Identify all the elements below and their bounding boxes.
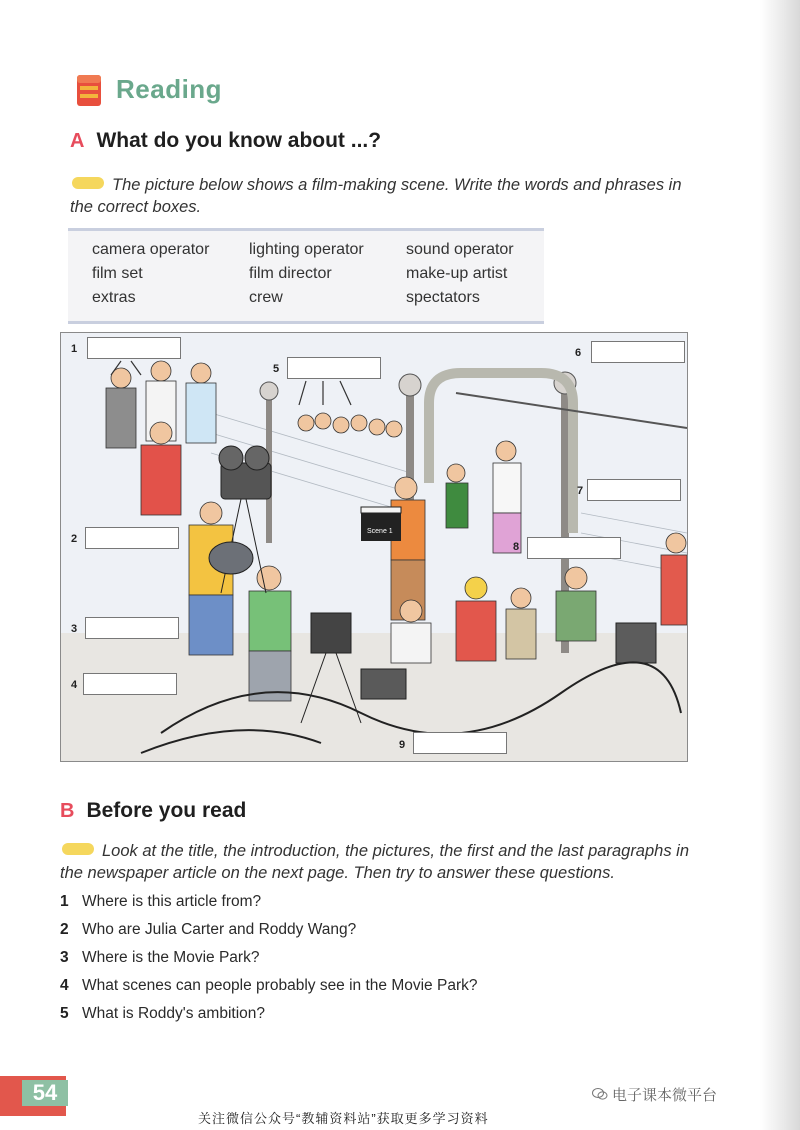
question-number: 2 (60, 921, 69, 938)
question-number: 1 (60, 893, 69, 910)
word-item: crew (249, 289, 283, 306)
box-number: 7 (577, 485, 584, 497)
book-icon (74, 72, 104, 108)
part-b-heading (60, 799, 246, 823)
answer-box-6[interactable] (591, 341, 685, 363)
box-number: 3 (71, 623, 78, 635)
box-number: 9 (399, 739, 406, 751)
box-number: 2 (71, 533, 78, 545)
box-number: 5 (273, 363, 280, 375)
part-b-letter: B (60, 800, 75, 822)
part-a-letter: A (70, 130, 85, 152)
part-b-instruction (62, 840, 689, 862)
page-number: 54 (22, 1080, 68, 1106)
question-number: 5 (60, 1005, 69, 1022)
question-text: Where is this article from? (82, 893, 262, 910)
part-a-instruction (72, 174, 682, 196)
section-title: Reading (116, 74, 223, 104)
answer-box-1[interactable] (87, 337, 181, 359)
film-scene-illustration (60, 332, 688, 762)
question-text: What is Roddy's ambition? (82, 1005, 266, 1022)
instruction-marker-icon (62, 843, 94, 855)
footer-note: 关注微信公众号“教辅资料站”获取更多学习资料 (198, 1111, 489, 1126)
word-item: sound operator (406, 241, 514, 258)
box-number: 6 (575, 347, 582, 359)
clapperboard-icon (361, 507, 401, 541)
answer-box-9[interactable] (413, 732, 507, 754)
part-b-title: Before you read (86, 799, 247, 822)
answer-box-2[interactable] (85, 527, 179, 549)
box-number: 1 (71, 343, 78, 355)
answer-box-4[interactable] (83, 673, 177, 695)
answer-box-3[interactable] (85, 617, 179, 639)
answer-box-8[interactable] (527, 537, 621, 559)
part-b-instruction-line1: Look at the title, the introduction, the pictures, the first and the last paragraphs in (102, 842, 690, 860)
word-item: make-up artist (406, 265, 508, 282)
section-header (72, 68, 272, 112)
clapper-text: Scene 1 (367, 528, 393, 535)
question-text: Where is the Movie Park? (82, 949, 260, 966)
instruction-marker-icon (72, 177, 104, 189)
word-item: spectators (406, 289, 480, 306)
part-b-instruction-line2: the newspaper article on the next page. Then try to answer these questions. (60, 864, 615, 882)
watermark-text: 电子课本微平台 (612, 1087, 718, 1104)
part-a-title: What do you know about ...? (96, 129, 382, 152)
answer-box-7[interactable] (587, 479, 681, 501)
question-text: What scenes can people probably see in the Movie Park? (82, 977, 478, 994)
box-number: 8 (513, 541, 520, 553)
word-item: extras (92, 289, 136, 306)
question-number: 4 (60, 977, 69, 994)
word-item: lighting operator (249, 241, 364, 258)
question-number: 3 (60, 949, 69, 966)
word-item: film director (249, 265, 332, 282)
word-bank (68, 228, 544, 324)
answer-box-5[interactable] (287, 357, 381, 379)
part-a-instruction-line2: the correct boxes. (70, 198, 202, 216)
wechat-icon (592, 1087, 608, 1101)
word-item: film set (92, 265, 143, 282)
word-item: camera operator (92, 241, 210, 258)
part-a-instruction-line1: The picture below shows a film-making scene. Write the words and phrases in (112, 176, 682, 194)
question-text: Who are Julia Carter and Roddy Wang? (82, 921, 357, 938)
page-edge-shadow (760, 0, 800, 1130)
box-number: 4 (71, 679, 78, 691)
part-a-heading (70, 129, 381, 153)
